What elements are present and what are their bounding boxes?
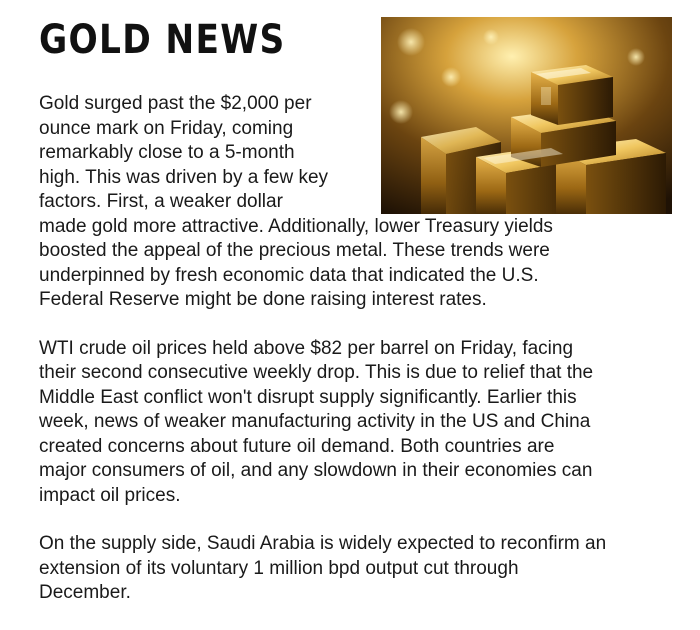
text-line: December. <box>39 582 131 603</box>
text-line: WTI crude oil prices held above $82 per barrel on Friday, facing <box>39 337 574 359</box>
paragraph-supply <box>39 532 679 606</box>
text-line: Gold surged past the $2,000 per <box>39 93 312 114</box>
paragraph-oil <box>39 337 679 509</box>
paragraph-gold <box>39 92 679 313</box>
text-line: boosted the appeal of the precious metal. These trends were <box>39 240 550 261</box>
text-line: On the supply side, Saudi Arabia is widely expected to reconfirm an <box>39 533 607 554</box>
text-line: week, news of weaker manufacturing activity in the US and China <box>39 411 591 432</box>
text-line: remarkably close to a 5-month <box>39 142 295 163</box>
text-line: ounce mark on Friday, coming <box>39 117 294 139</box>
text-line: Federal Reserve might be done raising interest rates. <box>39 289 487 310</box>
article-title: GOLD NEWS <box>39 17 286 63</box>
text-line: underpinned by fresh economic data that indicated the U.S. <box>39 264 539 286</box>
text-line: impact oil prices. <box>39 484 181 506</box>
text-line: factors. First, a weaker dollar <box>39 191 283 212</box>
text-line: created concerns about future oil demand. Both countries are <box>39 435 555 457</box>
text-line: their second consecutive weekly drop. This is due to relief that the <box>39 362 594 383</box>
text-line: high. This was driven by a few key <box>39 166 329 188</box>
article-body <box>39 92 679 630</box>
text-line: made gold more attractive. Additionally, lower Treasury yields <box>39 215 553 237</box>
text-line: Middle East conflict won't disrupt supply significantly. Earlier this <box>39 386 577 408</box>
text-line: major consumers of oil, and any slowdown in their economies can <box>39 460 593 481</box>
text-line: extension of its voluntary 1 million bpd output cut through <box>39 557 519 579</box>
